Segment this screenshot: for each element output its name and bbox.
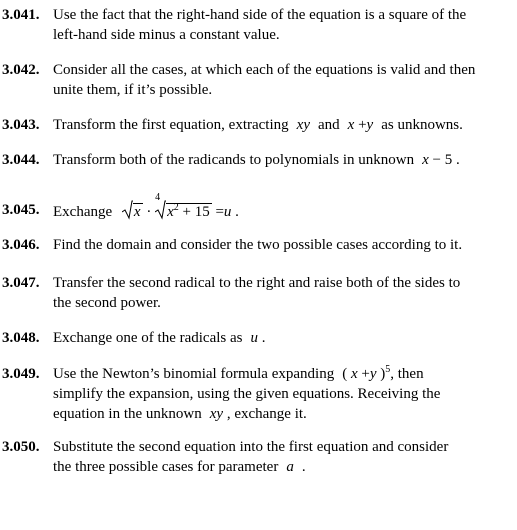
hint-number: 3.042. [2, 62, 40, 78]
hint-text-segment: the three possible cases for parameter [53, 459, 279, 475]
hint-number: 3.048. [2, 330, 40, 346]
math-x: x [347, 117, 355, 133]
math-a: a [286, 459, 294, 475]
hint-line [53, 404, 508, 424]
hint-number: 3.045. [2, 202, 40, 218]
hint-text-segment: . [235, 204, 239, 220]
math-y: y [366, 117, 374, 133]
hint-line [53, 328, 508, 348]
hint-text [53, 235, 508, 255]
math-paren-open: ( [342, 366, 348, 382]
hint-text [53, 150, 508, 170]
hint-line [53, 364, 508, 384]
hint-text-segment: Use the Newton’s binomial formula expanding [53, 366, 335, 382]
math-x: x [133, 204, 141, 220]
hint-line [53, 150, 508, 170]
hint-text-segment: and [317, 117, 340, 133]
hint-text-segment: Transform the first equation, extracting [53, 117, 289, 133]
hint-number: 3.049. [2, 366, 40, 382]
math-plus: + [358, 117, 367, 133]
hint-line: simplify the expansion, using the given equations. Receiving the [53, 386, 441, 402]
math-xy: xy [296, 117, 310, 133]
math-paren-close: ) [380, 366, 386, 382]
hint-text-segment: Exchange one of the radicals as [53, 330, 243, 346]
hint-text-segment: Exchange [53, 204, 113, 220]
hint-text-segment: , exchange it. [226, 406, 307, 422]
hint-text [53, 437, 508, 477]
hint-line [53, 115, 508, 135]
math-x: x [350, 366, 358, 382]
hint-text [53, 115, 508, 135]
hint-line: Use the fact that the right-hand side of the equation is a square of the [53, 7, 467, 23]
hint-line: Find the domain and consider the two possible cases according to it. [53, 237, 463, 253]
hint-text-segment: . [455, 152, 460, 168]
hint-number: 3.044. [2, 152, 40, 168]
hint-number: 3.050. [2, 439, 40, 455]
hint-text [53, 328, 508, 348]
hint-number: 3.046. [2, 237, 40, 253]
math-equals: = [215, 204, 224, 220]
hint-text-segment: , then [390, 366, 424, 382]
math-plus-fifteen: + 15 [182, 204, 210, 220]
hint-text [53, 364, 508, 424]
math-minus-five: − 5 [432, 152, 453, 168]
hint-line: Transfer the second radical to the right and raise both of the sides to [53, 275, 461, 291]
hint-text-segment: equation in the unknown [53, 406, 202, 422]
hint-text [53, 5, 508, 45]
hint-text-segment: . [301, 459, 306, 475]
math-exponent: 2 [173, 202, 179, 213]
math-dot: · [146, 204, 152, 220]
hint-line: unite them, if it’s possible. [53, 82, 213, 98]
hint-number: 3.047. [2, 275, 40, 291]
math-x: x [422, 152, 429, 168]
math-u: u [250, 330, 258, 346]
square-root-x [122, 200, 143, 222]
hint-line [53, 457, 508, 477]
hint-text [53, 192, 508, 220]
math-plus: + [361, 366, 370, 382]
hint-text [53, 60, 508, 100]
fourth-root-expression [155, 192, 212, 224]
hint-line [53, 192, 508, 220]
hint-number: 3.043. [2, 117, 40, 133]
radical-sign-icon [122, 200, 133, 220]
hint-line: left-hand side minus a constant value. [53, 27, 280, 43]
math-exponent: 5 [385, 364, 391, 375]
math-xy: xy [209, 406, 224, 422]
root-index: 4 [155, 192, 161, 203]
hint-text-segment: as unknowns. [381, 117, 463, 133]
math-y: y [369, 366, 377, 382]
math-x: x [167, 204, 174, 220]
hint-text [53, 273, 508, 313]
hint-line: the second power. [53, 295, 161, 311]
hint-number: 3.041. [2, 7, 40, 23]
hint-text-segment: . [261, 330, 266, 346]
hint-line: Consider all the cases, at which each of the equations is valid and then [53, 62, 476, 78]
hint-line: Substitute the second equation into the first equation and consider [53, 439, 449, 455]
hint-text-segment: Transform both of the radicands to polynomials in unknown [53, 152, 415, 168]
math-u: u [223, 204, 232, 220]
